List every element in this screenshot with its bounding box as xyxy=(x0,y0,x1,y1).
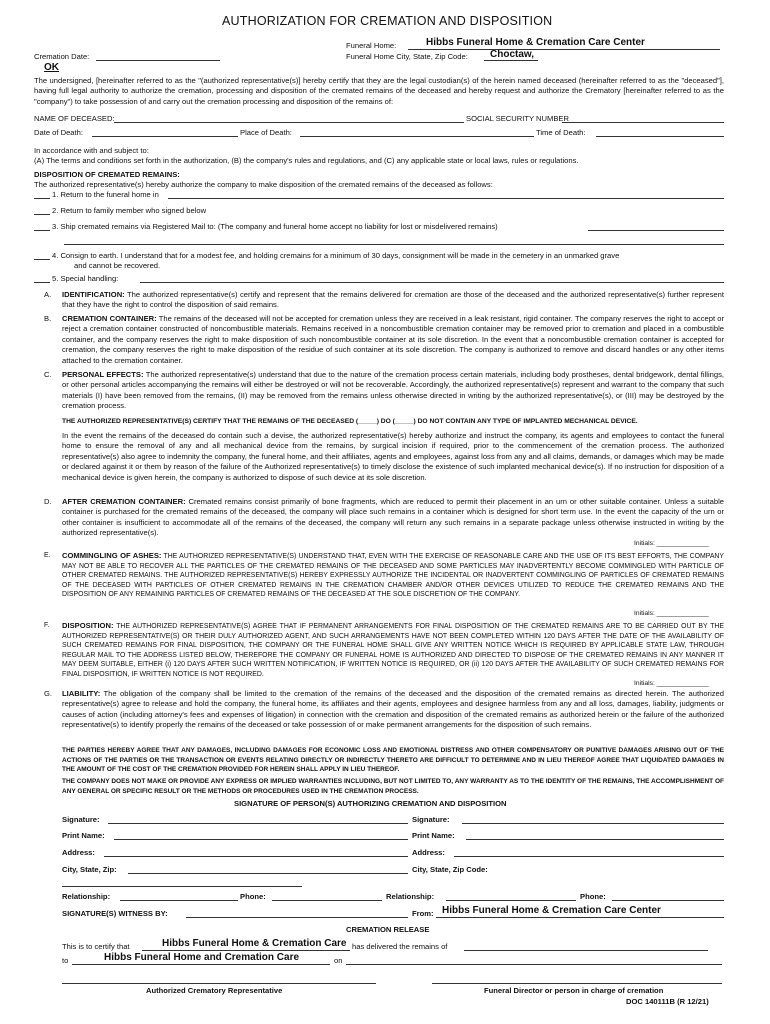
initials-e[interactable]: Initials: ______________ xyxy=(634,610,709,617)
certify-field[interactable] xyxy=(142,950,350,951)
section-a-text: The authorized representative(s) certify and represent that the remains delivered for cremation are those of the deceased and the authorized representative(s) further represent that they have the right to control the disposition of said remains. xyxy=(62,290,724,310)
option-1-field[interactable] xyxy=(168,198,724,199)
ssn-label: SOCIAL SECURITY NUMBER xyxy=(466,114,569,123)
place-of-death-field[interactable] xyxy=(300,136,534,137)
form-title: AUTHORIZATION FOR CREMATION AND DISPOSITION xyxy=(222,14,553,28)
city-label-2: City, State, Zip Code: xyxy=(412,865,488,874)
delivered-label: has delivered the remains of xyxy=(352,942,448,951)
option-3-field[interactable] xyxy=(588,230,724,231)
funeral-home-city-value: Choctaw, xyxy=(490,49,535,60)
city-field-1b[interactable] xyxy=(62,886,302,887)
date-of-death-field[interactable] xyxy=(92,136,238,137)
to-value: Hibbs Funeral Home and Cremation Care xyxy=(104,952,300,963)
cremation-date-field[interactable] xyxy=(96,60,220,61)
section-b xyxy=(62,314,724,366)
from-value: Hibbs Funeral Home & Cremation Care Center xyxy=(442,905,661,916)
option-4-label: 4. Consign to earth. I understand that for a modest fee, and holding cremains for a minimum of 30 days, consignment will be made in the cemetery in an unmarked grave xyxy=(52,251,620,260)
option-2-label: 2. Return to family member who signed below xyxy=(52,206,207,215)
signature-label-2: Signature: xyxy=(412,815,450,824)
section-f-text: THE AUTHORIZED REPRESENTATIVE(S) AGREE THAT IF PERMANENT ARRANGEMENTS FOR FINAL DISPOSITION OF THE CREMATED REMAINS ARE TO BE CARRIED OUT BY THE AUTHORIZED REPRESENTATIVE(S) OR THEIR DULY AUTHORIZED AGENT, AND SUCH ARRANGEMENTS HAVE NOT BEEN COMPLETED WITHIN 120 DAYS AFTER THE DATE OF THE AVAILABILITY OF SUCH CREMATED REMAINS FOR FINAL DISPOSITION, THE COMPANY OR THE FUNERAL HOME SHALL GIVE ANY WRITTEN NOTICE WHICH IS REQUIRED BY APPLICABLE STATE LAW, THROUGH REGULAR MAIL TO THE ADDRESS LISTED BELOW, THEREFORE THE COMPANY OR FUNERAL HOME IS AUTHORIZED AND DIRECTED TO DISPOSE OF THE CREMATED REMAINS IN ANY MANNER IT MAY DEEM SUITABLE, EITHER (i) 120 DAYS AFTER SUCH WRITTEN NOTIFICATION, IF WRITTEN NOTICE IS REQUIRED, OR (ii) 120 DAYS AFTER THE AVAILABILITY OF SUCH CREMATED REMAINS FOR FINAL DISPOSITION, IF WRITTEN NOTICE IS NOT REQUIRED. xyxy=(62,623,724,678)
section-c xyxy=(62,370,724,412)
document-number: DOC 140111B (R 12/21) xyxy=(626,997,709,1006)
liquidated-damages-clause: THE PARTIES HEREBY AGREE THAT ANY DAMAGES, INCLUDING DAMAGES FOR ECONOMIC LOSS AND EMOTIONAL DISTRESS AND OTHER COMPENSATORY OR PUNITIVE DAMAGES ARISING OUT OF THE ACTIONS OF THE PARTIES OR THE TRANSACTION OR EVENTS RELATING DIRECTLY OR INDIRECTLY THERETO ARE DIFFICULT TO DETERMINE AND IN LIEU THEREOF AGREE THAT LIQUIDATED DAMAGES IN THE AMOUNT OF THE COST OF THE CREMATION PROVIDED FOR HEREIN SHALL APPLY IN LIEU THEREOF. xyxy=(62,747,724,774)
section-f xyxy=(62,621,724,680)
city-field-1[interactable] xyxy=(128,873,408,874)
certify-label: This is to certify that xyxy=(62,942,130,951)
funeral-home-field[interactable] xyxy=(408,49,720,50)
option-3-checkline[interactable] xyxy=(34,230,50,231)
section-a-letter: A. xyxy=(44,290,52,299)
option-2-checkline[interactable] xyxy=(34,214,50,215)
date-of-death-label: Date of Death: xyxy=(34,128,83,137)
section-d-text: Cremated remains consist primarily of bone fragments, which are reduced to permit their placement in an urn or other suitable container. Unless a suitable container is purchased for the cremated remains of the deceased, the company will place such remains in a container which is designed for short term use. In the event the capacity of the urn or other container is insufficient to accommodate all of the remains of the deceased, the company will return any such remains in a separate package unless otherwise instructed in writing by the authorized representative(s). xyxy=(62,497,724,538)
section-e-text: THE AUTHORIZED REPRESENTATIVE(S) UNDERSTAND THAT, EVEN WITH THE EXERCISE OF REASONABLE CARE AND THE USE OF ITS BEST EFFORTS, THE COMPANY MAY NOT BE ABLE TO RECOVER ALL THE PARTICLES OF THE CREMATED REMAINS OF THE DECEASED AND SOME PARTICLES MAY INADVERTENTLY BECOME COMMINGLED WITH PARTICLE OF OTHER CREMATED REMAINS. THE AUTHORIZED REPRESENTATIVE(S) HEREBY EXPRESSLY AUTHORIZE THE INCIDENTAL OR INADVERTENT COMMINGLING OF PARTICLES OF CREMATED REMAINS OF THE DECEASED WITH PARTICLES OF OTHER CREMATED REMAINS IN THE CREMATION CHAMBER AND/OR OTHER DEVICES UTILIZED TO REDUCE THE CREMATED REMAINS AND THE DISPOSITION OF ANY REMAINING PARTICLES OF CREMATED REMAINS OF THE DECEASED AT THE SOLE DISCRETION OF THE COMPANY. xyxy=(62,553,724,599)
address-label-1: Address: xyxy=(62,848,95,857)
disposition-intro: The authorized representative(s) hereby authorize the company to make disposition of the cremated remains of the deceased as follows: xyxy=(34,180,493,189)
signature-heading: SIGNATURE OF PERSON(S) AUTHORIZING CREMATION AND DISPOSITION xyxy=(234,799,507,808)
time-of-death-label: Time of Death: xyxy=(536,128,586,137)
crematory-rep-signature-line[interactable] xyxy=(62,983,376,984)
section-b-text: The remains of the deceased will not be accepted for cremation unless they are received in a leak resistant, rigid container. The company reserves the right to accept or reject a cremation container constructed of noncombustible materials. Remains received in a noncombustible cremation container may be removed prior to cremation and placed in a combustible container, and the company reserves the right to make disposition of such noncombustible container at its sole discretion. In the event that a noncombustible cremation container is accepted for cremation, the company reserves the right to make disposition of the residue of such container at its sole discretion. The company is authorized to remove and discard handles or any other items attached to the cremation container. xyxy=(62,314,724,365)
section-g-title: LIABILITY: xyxy=(62,689,101,698)
director-caption: Funeral Director or person in charge of cremation xyxy=(484,986,664,995)
time-of-death-field[interactable] xyxy=(596,136,724,137)
section-g-text: The obligation of the company shall be limited to the cremation of the remains of the deceased and the disposition of the cremated remains as directed herein. The authorized representative(s) agree to release and hold the company, the funeral home, its affiliates and their agents, employees and designee harmless from any and all loss, damages, liability, judgments or causes of action (including attorney's fees and expenses of litigation) in connection with the cremation and disposition of the cremated remains as authorized herein or the failure of the authorized representative(s) to identify properly the remains of the deceased or take possession of or make permanent arrangements for the disposition of such remains. xyxy=(62,689,724,730)
section-c-letter: C. xyxy=(44,370,52,379)
to-field[interactable] xyxy=(72,964,330,965)
disposition-heading: DISPOSITION OF CREMATED REMAINS: xyxy=(34,170,180,179)
funeral-home-label: Funeral Home: xyxy=(346,41,397,50)
print-name-label-1: Print Name: xyxy=(62,831,105,840)
phone-label-2: Phone: xyxy=(580,892,606,901)
section-f-title: DISPOSITION: xyxy=(62,621,114,630)
signature-field-2[interactable] xyxy=(462,823,724,824)
implanted-device-certification: THE AUTHORIZED REPRESENTATIVE(S) CERTIFY THAT THE REMAINS OF THE DECEASED (_____) DO (_____) DO NOT CONTAIN ANY TYPE OF IMPLANTED MECHANICAL DEVICE. xyxy=(62,418,638,425)
print-name-field-1[interactable] xyxy=(114,839,408,840)
cremation-date-label: Cremation Date: xyxy=(34,52,90,61)
initials-f[interactable]: Initials: ______________ xyxy=(634,680,709,687)
option-3-field-line-2[interactable] xyxy=(64,244,724,245)
witness-field[interactable] xyxy=(186,917,408,918)
accordance-line-1: In accordance with and subject to: xyxy=(34,146,149,155)
section-d xyxy=(62,497,724,539)
relationship-label-1: Relationship: xyxy=(62,892,111,901)
option-5-label: 5. Special handling: xyxy=(52,274,119,283)
section-f-letter: F. xyxy=(44,622,50,629)
deceased-name-field[interactable] xyxy=(114,122,464,123)
print-name-field-2[interactable] xyxy=(466,839,724,840)
option-4-label-cont: and cannot be recovered. xyxy=(74,261,161,270)
delivered-field[interactable] xyxy=(464,950,708,951)
accordance-line-2: (A) The terms and conditions set forth in the authorization, (B) the company's rules and regulations, and (C) any applicable state or local laws, rules or regulations. xyxy=(34,156,579,165)
phone-label-1: Phone: xyxy=(240,892,266,901)
section-b-title: CREMATION CONTAINER: xyxy=(62,314,157,323)
relationship-field-2[interactable] xyxy=(446,900,576,901)
print-name-label-2: Print Name: xyxy=(412,831,455,840)
signature-label-1: Signature: xyxy=(62,815,100,824)
section-a xyxy=(62,290,724,311)
place-of-death-label: Place of Death: xyxy=(240,128,292,137)
option-5-field[interactable] xyxy=(140,282,724,283)
option-3-label: 3. Ship cremated remains via Registered Mail to: (The company and funeral home accept no liability for lost or misdelivered remains) xyxy=(52,222,498,231)
address-label-2: Address: xyxy=(412,848,445,857)
section-d-letter: D. xyxy=(44,497,52,506)
city-label-1: City, State, Zip: xyxy=(62,865,117,874)
option-5-checkline[interactable] xyxy=(34,282,50,283)
funeral-home-state-value: OK xyxy=(44,62,59,73)
address-field-2[interactable] xyxy=(454,856,724,857)
section-e-letter: E. xyxy=(44,552,51,559)
no-warranties-clause: THE COMPANY DOES NOT MAKE OR PROVIDE ANY EXPRESS OR IMPLIED WARRANTIES INCLUDING, BUT NOT LIMITED TO, ANY WARRANTY AS TO THE IDENTITY OF THE REMAINS, THE ACCOMPLISHMENT OF ANY GENERAL OR SPECIFIC RESULT OR THE METHODS OR PROCEDURES USED IN THE CREMATION PROCESS. xyxy=(62,778,724,795)
director-signature-line[interactable] xyxy=(432,983,722,984)
option-4-checkline[interactable] xyxy=(34,259,50,260)
phone-field-1[interactable] xyxy=(272,900,382,901)
phone-field-2[interactable] xyxy=(612,900,724,901)
funeral-home-city-label: Funeral Home City, State, Zip Code: xyxy=(346,52,468,61)
funeral-home-city-field[interactable] xyxy=(484,60,538,61)
relationship-field-1[interactable] xyxy=(120,900,238,901)
intro-paragraph: The undersigned, [hereinafter referred to as the "(authorized representative(s)] hereby certify that they are the legal custodian(s) of the herein named deceased (hereinafter referred to as the "deceased"], having full legal authority to authorize the cremation, processing and disposition of the cremated remains of the deceased and hereby request and authorize the Crematory [hereinafter referred to as the "company") to take possession of and carry out the cremation processing and disposition of the remains of: xyxy=(34,76,724,106)
deceased-name-label: NAME OF DECEASED: xyxy=(34,114,115,123)
witness-label: SIGNATURE(S) WITNESS BY: xyxy=(62,909,168,918)
section-a-title: IDENTIFICATION: xyxy=(62,290,125,299)
address-field-1[interactable] xyxy=(104,856,408,857)
section-e xyxy=(62,551,724,600)
section-g-letter: G. xyxy=(44,689,53,698)
on-field[interactable] xyxy=(346,964,722,965)
release-heading: CREMATION RELEASE xyxy=(346,925,430,934)
from-label: From: xyxy=(412,909,434,918)
option-1-checkline[interactable] xyxy=(34,198,50,199)
initials-d[interactable]: Initials: ______________ xyxy=(634,540,709,547)
section-e-title: COMMINGLING OF ASHES: xyxy=(62,551,162,560)
section-b-letter: B. xyxy=(44,314,52,323)
funeral-home-value: Hibbs Funeral Home & Cremation Care Center xyxy=(426,37,645,48)
to-label: to xyxy=(62,956,69,965)
section-c-text-2: In the event the remains of the deceased do contain such a devise, the authorized representative(s) hereby authorize and instruct the company, its agents and employees to contact the funeral home to ensure the removal of any and all mechanical device from the remains, by surgical incision if required, prior to the commencement of the cremation process. The authorized representative(s) also agree to indemnity the company, the funeral home, and their affiliates, agents and employees, against loss from any and all claims, demands, or damages which may be made or declared against it or them by reason of the failure of the Authorized representative(s) to timely disclose the existence of such implanted mechanical device(s). If no instruction for disposition of a mechanical device is given herein, the company is authorized to dispose of such device at its sole discretion. xyxy=(62,431,724,482)
section-g xyxy=(62,689,724,731)
option-1-label: 1. Return to the funeral home in xyxy=(52,190,159,199)
certify-value: Hibbs Funeral Home & Cremation Care xyxy=(162,938,347,949)
section-d-title: AFTER CREMATION CONTAINER: xyxy=(62,497,186,506)
section-c-text: The authorized representative(s) understand that due to the nature of the cremation process certain materials, including body prostheses, dental bridgework, dental fillings, or other personal articles accompanying the remains will either be destroyed or will not be recoverable. Accordingly, the authorized representative(s) represent and warrant to the company that such materials (I) have been removed from the remains, (II) may be removed from the remains unless otherwise directed in writing by the authorized representative(s), or (III) may be destroyed by the cremation process. xyxy=(62,370,724,411)
signature-field-1[interactable] xyxy=(108,823,408,824)
section-c-title: PERSONAL EFFECTS: xyxy=(62,370,144,379)
from-field[interactable] xyxy=(436,917,724,918)
ssn-field[interactable] xyxy=(562,122,724,123)
crematory-rep-caption: Authorized Crematory Representative xyxy=(146,986,283,995)
relationship-label-2: Relationship: xyxy=(386,892,435,901)
on-label: on xyxy=(334,956,343,965)
